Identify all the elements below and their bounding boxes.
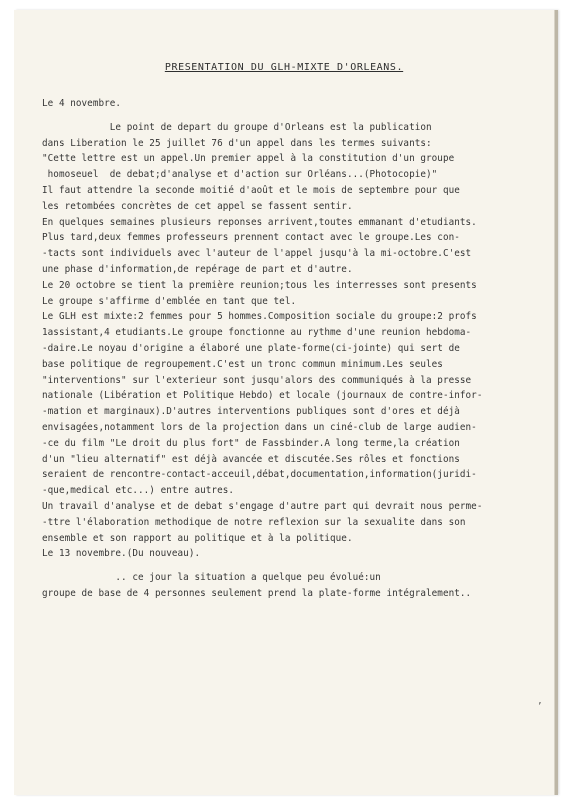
- text-line: -que,medical etc...) entre autres.: [42, 485, 235, 497]
- text-line: -mation et marginaux).D'autres interventions publiques sont d'ores et déjà: [42, 406, 460, 418]
- text-line: 1assistant,4 etudiants.Le groupe fonctionne au rythme d'une reunion hebdoma-: [42, 327, 472, 339]
- text-line: -daire.Le noyau d'origine a élaboré une plate-forme(ci-jointe) qui sert de: [42, 342, 460, 354]
- text-line: Le 4 novembre.: [42, 98, 122, 109]
- text-line: -tacts sont individuels avec l'auteur de l'appel jusqu'à la mi-octobre.C'est: [42, 248, 472, 260]
- blank-line: [42, 562, 546, 570]
- text-line: Le groupe s'affirme d'emblée en tant que tel.: [42, 295, 297, 307]
- text-line: Plus tard,deux femmes professeurs prennent contact avec le groupe.Les con-: [42, 232, 460, 244]
- text-line: "Cette lettre est un appel.Un premier appel à la constitution d'un groupe: [42, 153, 455, 165]
- text-line: les retombées concrètes de cet appel se fassent sentir.: [42, 200, 353, 212]
- text-line: Le 20 octobre se tient la première reunion;tous les interresses sont presents: [42, 279, 477, 291]
- text-line: base politique de regroupement.C'est un tronc commun minimum.Les seules: [42, 358, 443, 370]
- text-line: dans Liberation le 25 juillet 76 d'un appel dans les termes suivants:: [42, 137, 432, 149]
- document-title: PRESENTATION DU GLH-MIXTE D'ORLEANS.: [164, 62, 404, 73]
- text-line: Le point de depart du groupe d'Orleans est la publication: [42, 121, 432, 133]
- text-line: groupe de base de 4 personnes seulement prend la plate-forme intégralement..: [42, 587, 472, 599]
- text-line: Un travail d'analyse et de debat s'engage d'autre part qui devrait nous perme-: [42, 500, 483, 512]
- text-line: une phase d'information,de repérage de part et d'autre.: [42, 263, 353, 275]
- text-line: envisagées,notamment lors de la projection dans un ciné-club de large audien-: [42, 421, 477, 433]
- text-line: "interventions" sur l'exterieur sont jusqu'alors des communiqués à la presse: [42, 374, 472, 386]
- text-line: d'un "lieu alternatif" est déjà avancée et discutée.Ses rôles et fonctions: [42, 453, 460, 465]
- document-body: [42, 96, 546, 602]
- text-line: homoseuel de debat;d'analyse et d'action sur Orléans...(Photocopie)": [42, 169, 438, 181]
- text-line: Il faut attendre la seconde moitié d'août et le mois de septembre pour que: [42, 184, 460, 196]
- text-line: En quelques semaines plusieurs reponses arrivent,toutes emmanant d'etudiants.: [42, 216, 477, 228]
- text-line: Le 13 novembre.(Du nouveau).: [42, 548, 201, 560]
- text-line: Le GLH est mixte:2 femmes pour 5 hommes.Composition sociale du groupe:2 profs: [42, 311, 477, 323]
- text-line: ensemble et son rapport au politique et à la politique.: [42, 532, 353, 544]
- page-edge: [555, 10, 558, 795]
- text-line: seraient de rencontre-contact-acceuil,débat,documentation,information(juridi-: [42, 469, 477, 481]
- text-line: -ce du film "Le droit du plus fort" de Fassbinder.A long terme,la création: [42, 437, 460, 449]
- blank-line: [42, 112, 546, 120]
- document-page: [14, 10, 557, 795]
- text-line: -ttre l'élaboration methodique de notre reflexion sur la sexualite dans son: [42, 516, 466, 528]
- text-line: .. ce jour la situation a quelque peu évolué:un: [42, 572, 381, 584]
- margin-mark: ’: [537, 702, 543, 712]
- text-line: nationale (Libération et Politique Hebdo) et locale (journaux de contre-infor-: [42, 390, 483, 402]
